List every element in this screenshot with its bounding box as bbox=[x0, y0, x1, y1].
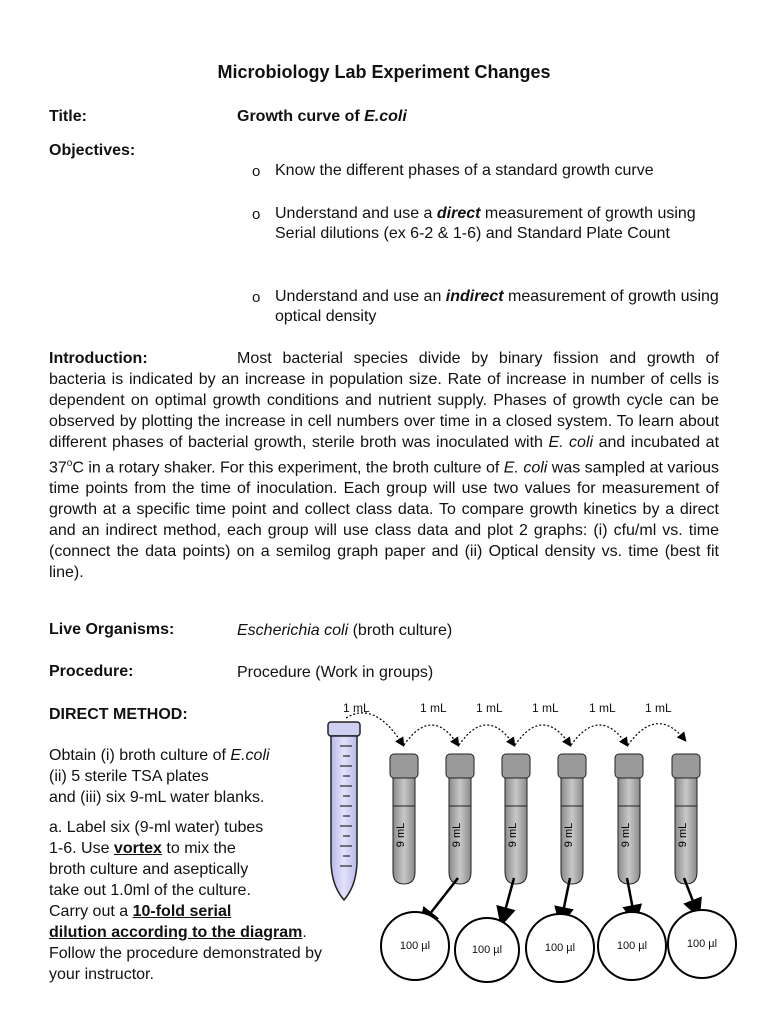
title-value: Growth curve of E.coli bbox=[237, 108, 407, 125]
dilution-tubes bbox=[390, 754, 700, 884]
live-organisms-value: Escherichia coli (broth culture) bbox=[237, 622, 453, 639]
dilution-tube bbox=[558, 754, 586, 884]
svg-text:9 mL: 9 mL bbox=[677, 822, 689, 848]
bullet-3: o bbox=[252, 289, 261, 306]
plate-label: 100 µl bbox=[616, 940, 648, 952]
step-a-instructions: a. Label six (9-ml water) tubes 1-6. Use vortex to mix the broth culture and aseptically take out 1.0ml of the culture. Carry out a 10-fold serial dilution according to the diagram. Follow the procedure demonstrated by your instructor. bbox=[49, 819, 323, 983]
dilution-tube bbox=[672, 754, 700, 884]
transfer-labels bbox=[343, 701, 672, 715]
stock-culture-tube bbox=[328, 722, 360, 900]
plate-label: 100 µl bbox=[686, 938, 718, 950]
introduction-paragraph: Introduction: Most bacterial species divide by binary fission and growth of bacteria is indicated by an increase in population size. Rate of increase in number of cells is dependent on optimal growth conditions and nutrient supply. Phases of growth cycle can be observed by plotting the increase in cell numbers over time in a closed system. To learn about different phases of bacterial growth, sterile broth was inoculated with E. coli and incubated at 37$^o$C in a rotary shaker. For this experiment, the broth culture of E. coli was sampled at various time points from the time of inoculation. Each group will use two values for measurement of growth at a specific time point and collect class data. To compare growth kinetics by a direct and an indirect method, each group will use class data and plot 2 graphs: (i) cfu/ml vs. time (connect the data points) on a semilog graph paper and (ii) Optical density vs. time (best fit line). bbox=[49, 350, 720, 582]
introduction-label: Introduction: bbox=[49, 350, 148, 367]
svg-text:9 mL: 9 mL bbox=[620, 822, 632, 848]
direct-method-label: DIRECT METHOD: bbox=[49, 706, 188, 723]
svg-text:9 mL: 9 mL bbox=[563, 822, 575, 848]
transfer-arrows bbox=[346, 713, 685, 745]
objective-1: Know the different phases of a standard growth curve bbox=[275, 162, 654, 179]
dilution-tube bbox=[390, 754, 418, 884]
dilution-tube bbox=[502, 754, 530, 884]
plate-label: 100 µl bbox=[471, 944, 503, 956]
objectives-label: Objectives: bbox=[49, 142, 136, 159]
transfer-label: 1 mL bbox=[532, 701, 559, 715]
transfer-arrow bbox=[515, 725, 570, 745]
plate-label: 100 µl bbox=[544, 942, 576, 954]
procedure-value: Procedure (Work in groups) bbox=[237, 664, 434, 681]
transfer-label: 1 mL bbox=[343, 701, 370, 715]
transfer-arrow bbox=[459, 725, 514, 745]
dilution-tube bbox=[446, 754, 474, 884]
page-heading: Microbiology Lab Experiment Changes bbox=[217, 62, 551, 82]
svg-text:9 mL: 9 mL bbox=[507, 822, 519, 848]
plate-label: 100 µl bbox=[399, 940, 431, 952]
transfer-label: 1 mL bbox=[420, 701, 447, 715]
materials-list: Obtain (i) broth culture of E.coli (ii) 5 sterile TSA plates and (iii) six 9-mL water blanks. bbox=[49, 747, 270, 806]
objective-2: Understand and use a direct measurement of growth using Serial dilutions (ex 6-2 & 1-6) and Standard Plate Count bbox=[275, 205, 696, 242]
live-organisms-label: Live Organisms: bbox=[49, 621, 175, 638]
title-label: Title: bbox=[49, 108, 87, 125]
transfer-arrow bbox=[404, 725, 458, 745]
bullet-1: o bbox=[252, 163, 261, 180]
svg-text:9 mL: 9 mL bbox=[451, 822, 463, 848]
bullet-2: o bbox=[252, 206, 261, 223]
transfer-arrow bbox=[628, 724, 685, 745]
transfer-arrow bbox=[571, 725, 627, 745]
transfer-label: 1 mL bbox=[589, 701, 616, 715]
transfer-label: 1 mL bbox=[476, 701, 503, 715]
svg-text:9 mL: 9 mL bbox=[395, 822, 407, 848]
procedure-label: Procedure: bbox=[49, 663, 134, 680]
plating-arrow bbox=[502, 878, 514, 922]
dilution-tube bbox=[615, 754, 643, 884]
transfer-label: 1 mL bbox=[645, 701, 672, 715]
objective-3: Understand and use an indirect measurement of growth using optical density bbox=[275, 288, 719, 325]
